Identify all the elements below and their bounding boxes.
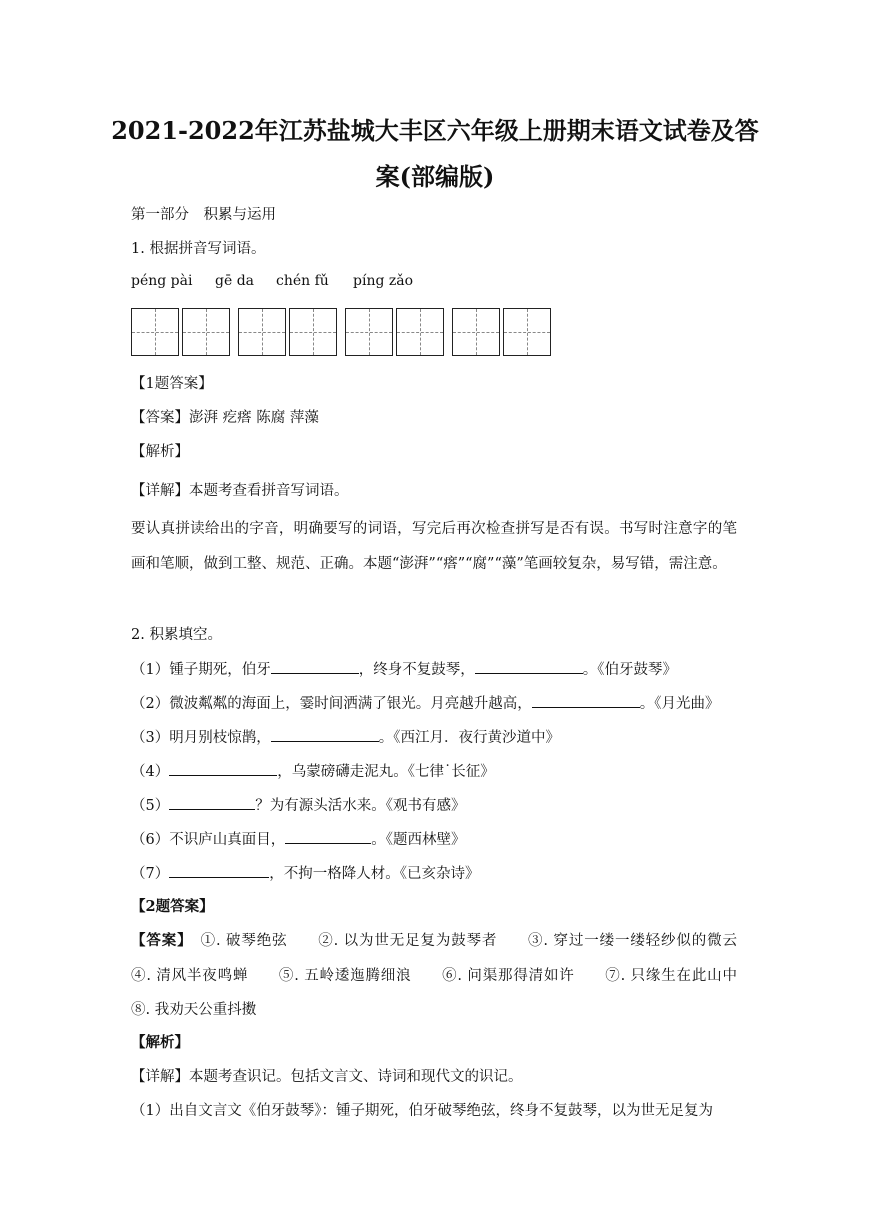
tianzige-box <box>238 308 286 356</box>
answer-header-1: 【1题答案】 <box>131 376 213 392</box>
question-1-prompt: 1. 根据拼音写词语。 <box>131 241 266 257</box>
answer-2: 【答案】 ①. 破琴绝弦 ②. 以为世无足复为鼓琴者 ③. 穿过一缕一缕轻纱似的微云 ④. 清风半夜鸣蝉 ⑤. 五岭逶迤腾细浪 ⑥. 问渠那得清如许 ⑦. 只缘生在此山中 ⑧. 我劝天公重抖擞 <box>131 932 767 1018</box>
tianzige-box <box>345 308 393 356</box>
detail-2-item-1: （1）出自文言文《伯牙鼓琴》：锺子期死，伯牙破琴绝弦，终身不复鼓琴，以为世无足复为 <box>131 1103 713 1119</box>
fill-item-5: （5） ？为有源头活水来。《观书有感》 <box>131 795 465 816</box>
tianzige-box <box>396 308 444 356</box>
fill-item-4: （4） ，乌蒙磅礴走泥丸。《七律˙长征》 <box>131 761 495 782</box>
pinyin-3: chén fǔ <box>276 273 329 289</box>
explanation-1: 要认真拼读给出的字音，明确要写的词语，写完后再次检查拼写是否有误。书写时注意字的笔画和笔顺，做到工整、规范、正确。本题“澎湃”“瘩”“腐”“藻”笔画较复杂，易写错，需注意。 <box>131 521 737 572</box>
detail-1: 【详解】本题考查看拼音写词语。 <box>131 483 349 499</box>
fill-blank <box>532 693 640 708</box>
fill-blank <box>271 659 359 674</box>
pinyin-2: gē da <box>215 273 255 289</box>
question-2-prompt: 2. 积累填空。 <box>131 627 222 643</box>
fill-item-7: （7） ，不拘一格降人材。《已亥杂诗》 <box>131 863 479 884</box>
fill-blank <box>271 727 379 742</box>
fill-blank <box>475 659 583 674</box>
detail-2: 【详解】本题考查识记。包括文言文、诗词和现代文的识记。 <box>131 1069 523 1085</box>
fill-item-3: （3）明月别枝惊鹊， 。《西江月．夜行黄沙道中》 <box>131 727 560 748</box>
fill-item-6: （6）不识庐山真面目， 。《题西林壁》 <box>131 829 465 850</box>
answer-header-2: 【2题答案】 <box>131 898 214 915</box>
tianzige-box <box>503 308 551 356</box>
answer-1: 【答案】澎湃 疙瘩 陈腐 萍藻 <box>131 410 319 426</box>
tianzige-box <box>452 308 500 356</box>
tianzige-box <box>289 308 337 356</box>
section-heading: 第一部分 积累与运用 <box>131 207 276 223</box>
fill-blank <box>169 761 277 776</box>
analysis-label-1: 【解析】 <box>131 444 189 460</box>
document-title: 2021-2022年江苏盐城大丰区六年级上册期末语文试卷及答 <box>111 116 759 145</box>
fill-blank <box>169 795 255 810</box>
pinyin-1: péng pài <box>131 273 193 289</box>
document-title-continued: 案(部编版) <box>375 162 495 191</box>
analysis-label-2: 【解析】 <box>131 1034 189 1051</box>
fill-blank <box>169 863 269 878</box>
tianzige-box <box>131 308 179 356</box>
fill-item-2: （2）微波粼粼的海面上，霎时间洒满了银光。月亮越升越高， 。《月光曲》 <box>131 693 719 714</box>
tianzige-box <box>182 308 230 356</box>
pinyin-4: píng zǎo <box>353 273 414 289</box>
fill-item-1: （1）锺子期死，伯牙 ，终身不复鼓琴， 。《伯牙鼓琴》 <box>131 659 677 680</box>
fill-blank <box>285 829 371 844</box>
